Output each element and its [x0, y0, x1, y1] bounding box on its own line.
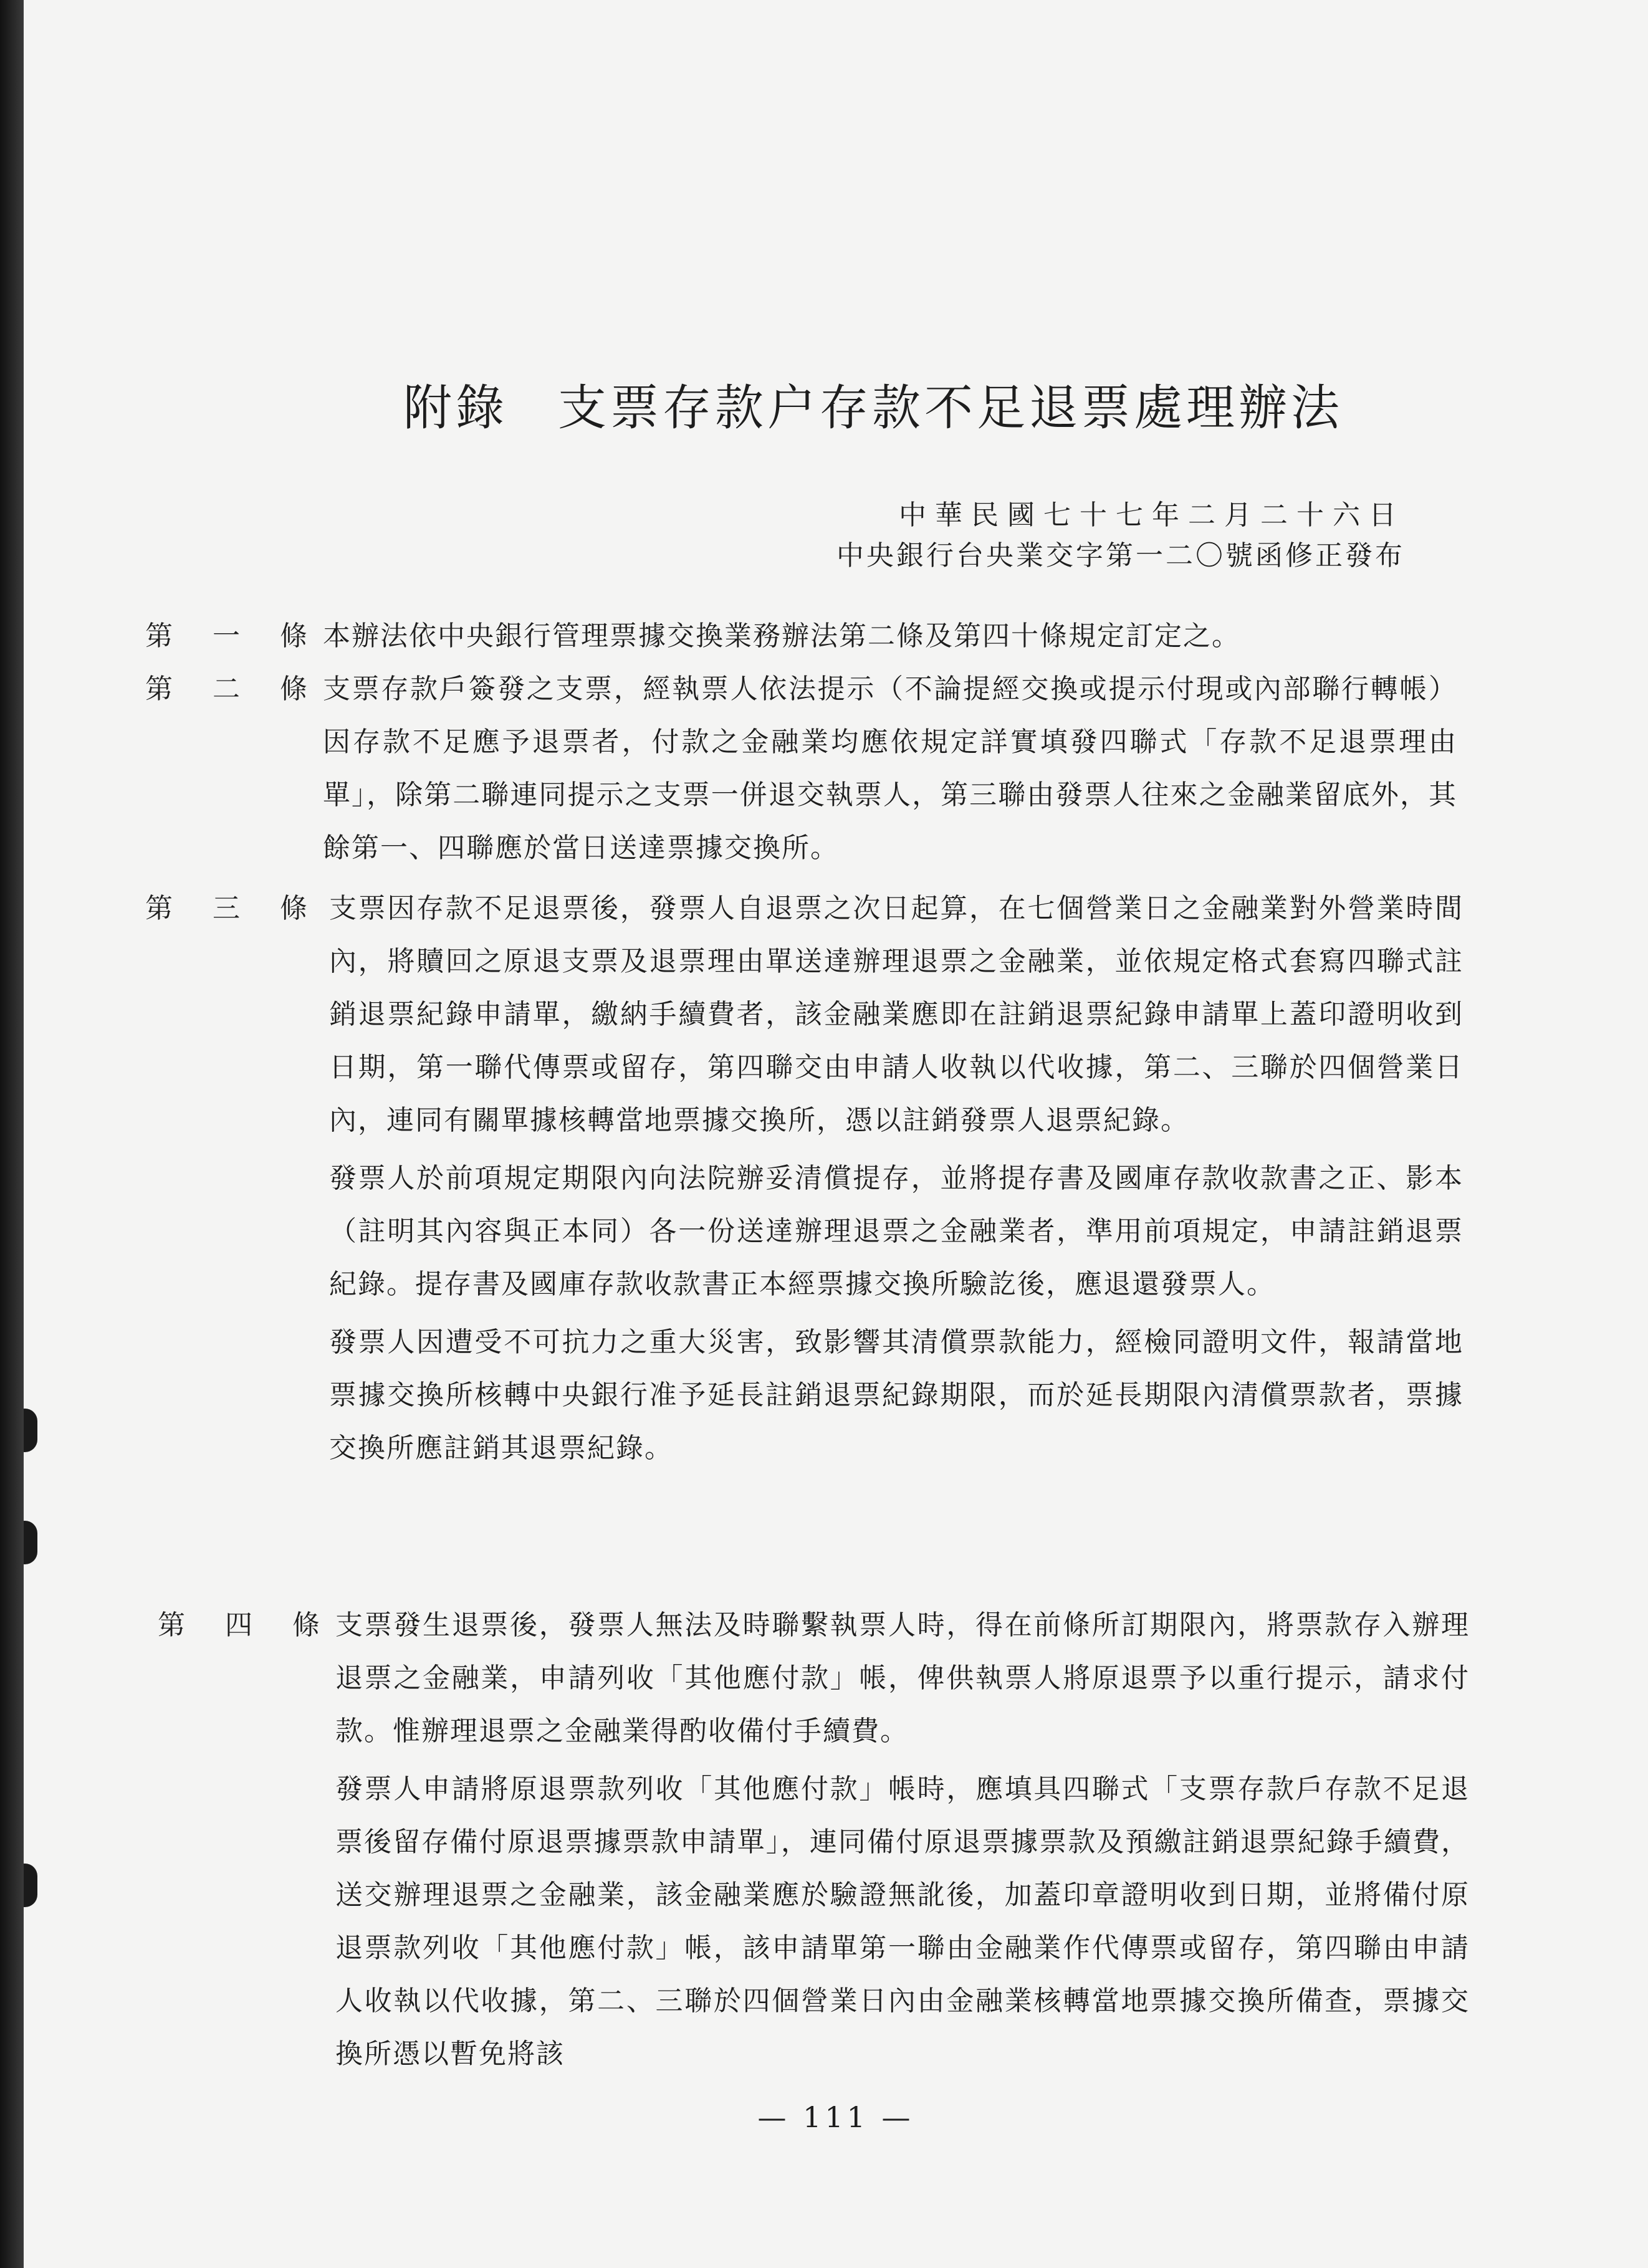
title-text: 支票存款户存款不足退票處理辦法: [558, 380, 1344, 436]
page-number: — 111 —: [757, 2100, 914, 2134]
article-paragraph: 支票發生退票後，發票人無法及時聯繫執票人時，得在前條所訂期限內，將票款存入辦理退票之金融業，申請列收「其他應付款」帳，俾供執票人將原退票予以重行提示，請求付款。惟辦理退票之金融業得酌收備付手續費。: [335, 1609, 1470, 1747]
article-label: 第 二 條: [145, 673, 307, 705]
document-page: [24, 0, 1648, 2268]
article-body: [335, 1599, 1470, 2080]
article-body: [323, 610, 1457, 663]
binder-hole: [24, 1864, 37, 1907]
article-label: 第 一 條: [145, 620, 307, 652]
article-paragraph: 發票人於前項規定期限內向法院辦妥清償提存，並將提存書及國庫存款收款書之正、影本（註明其內容與正本同）各一份送達辦理退票之金融業者，準用前項規定，申請註銷退票紀錄。提存書及國庫存款收款書正本經票據交換所驗訖後，應退還發票人。: [329, 1162, 1464, 1300]
title-prefix: 附錄: [403, 380, 508, 436]
article-label: 第 三 條: [145, 892, 307, 924]
issue-line: 中央銀行台央業交字第一二〇號函修正發布: [836, 540, 1405, 572]
article-body: [329, 882, 1464, 1475]
binder-hole: [24, 1521, 37, 1564]
article-paragraph: 發票人因遭受不可抗力之重大災害，致影響其清償票款能力，經檢同證明文件，報請當地票據交換所核轉中央銀行准予延長註銷退票紀錄期限，而於延長期限內清償票款者，票據交換所應註銷其退票紀錄。: [329, 1326, 1464, 1464]
article-paragraph: 支票存款戶簽發之支票，經執票人依法提示（不論提經交換或提示付現或內部聯行轉帳）因存款不足應予退票者，付款之金融業均應依規定詳實填發四聯式「存款不足退票理由單」，除第二聯連同提示之支票一併退交執票人，第三聯由發票人往來之金融業留底外，其餘第一、四聯應於當日送達票據交換所。: [323, 673, 1457, 864]
article-paragraph: 本辦法依中央銀行管理票據交換業務辦法第二條及第四十條規定訂定之。: [323, 620, 1240, 652]
article-paragraph: 發票人申請將原退票款列收「其他應付款」帳時，應填具四聯式「支票存款戶存款不足退票後留存備付原退票據票款申請單」，連同備付原退票據票款及預繳註銷退票紀錄手續費，送交辦理退票之金融業，該金融業應於驗證無訛後，加蓋印章證明收到日期，並將備付原退票款列收「其他應付款」帳，該申請單第一聯由金融業作代傳票或留存，第四聯由申請人收執以代收據，第二、三聯於四個營業日內由金融業核轉當地票據交換所備查，票據交換所憑以暫免將該: [335, 1773, 1470, 2070]
article-body: [323, 663, 1457, 874]
article-label: 第 四 條: [158, 1609, 320, 1641]
page-edge-shadow: [0, 0, 24, 2268]
article-paragraph: 支票因存款不足退票後，發票人自退票之次日起算，在七個營業日之金融業對外營業時間內，將贖回之原退支票及退票理由單送達辦理退票之金融業，並依規定格式套寫四聯式註銷退票紀錄申請單，繳納手續費者，該金融業應即在註銷退票紀錄申請單上蓋印證明收到日期，第一聯代傳票或留存，第四聯交由申請人收執以代收據，第二、三聯於四個營業日內，連同有關單據核轉當地票據交換所，憑以註銷發票人退票紀錄。: [329, 892, 1464, 1136]
binder-hole: [24, 1409, 37, 1452]
date-line: 中華民國七十七年二月二十六日: [899, 499, 1405, 531]
document-title: [24, 369, 1648, 439]
